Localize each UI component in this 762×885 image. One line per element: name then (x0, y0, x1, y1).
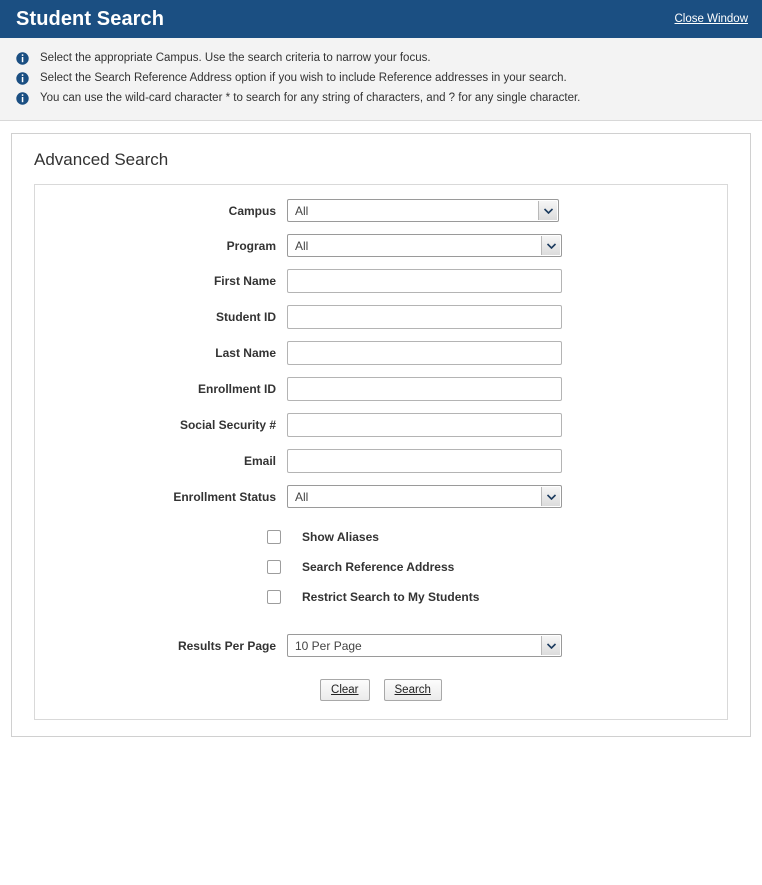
form-row-student-id (35, 305, 727, 329)
enrollment-id-label: Enrollment ID (197, 382, 276, 396)
panel-heading: Advanced Search (34, 150, 169, 169)
form-row-enrollment-status (35, 485, 727, 508)
close-window-link[interactable]: Close Window (674, 12, 748, 25)
email-input[interactable] (287, 449, 562, 473)
restrict-search-checkbox[interactable] (267, 590, 281, 604)
form-row-campus (35, 199, 727, 222)
enrollment-status-select-value: All (295, 489, 309, 504)
campus-select[interactable] (287, 199, 559, 222)
advanced-search-card (11, 133, 751, 737)
student-id-input[interactable] (287, 305, 562, 329)
restrict-search-label: Restrict Search to My Students (302, 590, 480, 604)
last-name-input[interactable] (287, 341, 562, 365)
chevron-down-icon[interactable] (538, 201, 557, 220)
search-form-fieldset (34, 184, 728, 720)
results-per-page-select[interactable] (287, 634, 562, 657)
clear-button[interactable] (320, 679, 369, 701)
info-panel (0, 38, 762, 121)
page-title: Student Search (16, 8, 165, 30)
checkbox-row-show-aliases (35, 530, 727, 544)
advanced-search-card-wrapper (0, 121, 762, 737)
last-name-label: Last Name (215, 346, 276, 360)
search-reference-address-label: Search Reference Address (302, 560, 455, 574)
info-message-row (14, 68, 748, 88)
form-button-row (35, 679, 727, 701)
info-icon (14, 51, 30, 65)
info-icon (14, 71, 30, 85)
window-titlebar (0, 0, 762, 38)
enrollment-status-select[interactable] (287, 485, 562, 508)
campus-label: Campus (228, 203, 276, 218)
form-row-results-per-page (35, 634, 727, 657)
results-per-page-label: Results Per Page (177, 638, 276, 653)
chevron-down-icon[interactable] (541, 636, 560, 655)
clear-button-label: Clear (331, 684, 359, 696)
info-message-row (14, 48, 748, 68)
chevron-down-icon[interactable] (541, 236, 560, 255)
search-button[interactable] (384, 679, 442, 701)
info-message-text: You can use the wild-card character * to search for any string of characters, and ? for any single character. (40, 92, 581, 104)
form-row-last-name (35, 341, 727, 365)
form-row-enrollment-id (35, 377, 727, 401)
student-id-label: Student ID (216, 310, 276, 324)
checkbox-row-search-reference-address (35, 560, 727, 574)
search-reference-address-checkbox[interactable] (267, 560, 281, 574)
form-row-email (35, 449, 727, 473)
enrollment-status-label: Enrollment Status (173, 489, 276, 504)
chevron-down-icon[interactable] (541, 487, 560, 506)
enrollment-id-input[interactable] (287, 377, 562, 401)
form-row-first-name (35, 269, 727, 293)
ssn-label: Social Security # (179, 418, 276, 432)
checkbox-row-restrict-search (35, 590, 727, 604)
show-aliases-checkbox[interactable] (267, 530, 281, 544)
program-select-value: All (295, 238, 309, 253)
search-button-label: Search (394, 684, 431, 696)
form-row-program (35, 234, 727, 257)
info-icon (14, 91, 30, 105)
info-message-text: Select the appropriate Campus. Use the search criteria to narrow your focus. (40, 52, 431, 64)
program-select[interactable] (287, 234, 562, 257)
first-name-label: First Name (213, 274, 276, 288)
first-name-input[interactable] (287, 269, 562, 293)
ssn-input[interactable] (287, 413, 562, 437)
form-row-ssn (35, 413, 727, 437)
show-aliases-label: Show Aliases (302, 530, 379, 544)
campus-select-value: All (295, 203, 309, 218)
results-per-page-select-value: 10 Per Page (295, 638, 362, 653)
email-label: Email (243, 454, 276, 468)
program-label: Program (226, 238, 276, 253)
info-message-row (14, 88, 748, 108)
info-message-text: Select the Search Reference Address option if you wish to include Reference addresses in your search. (40, 72, 567, 84)
